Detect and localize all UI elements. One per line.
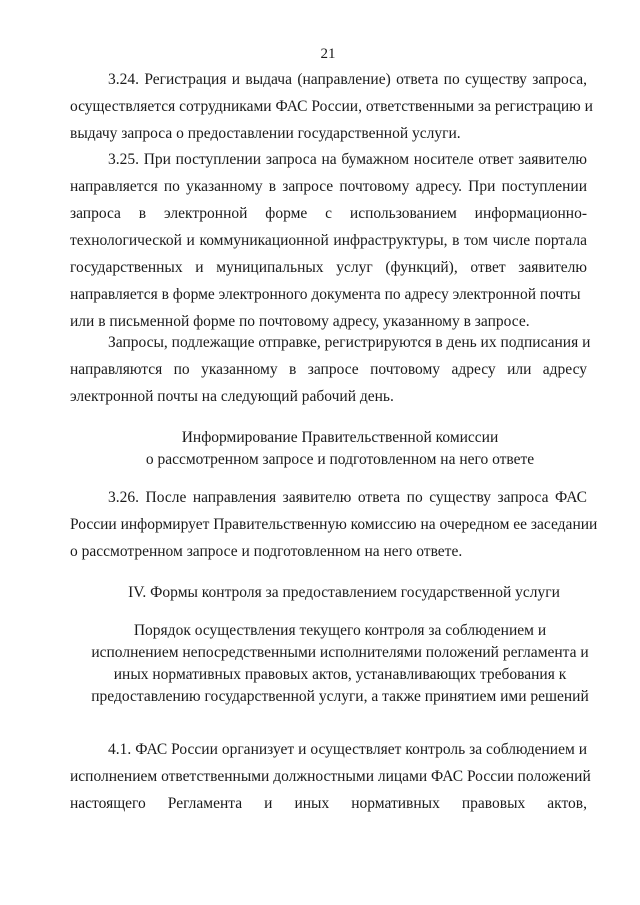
text-line: 3.24. Регистрация и выдача (направление) ответа по существу запроса, [108,71,587,88]
paragraph-3-25 [70,146,587,335]
text-line: технологической и коммуникационной инфраструктуры, в том числе портала [70,232,587,249]
text-line: Запросы, подлежащие отправке, регистрируются в день их подписания и [108,334,591,351]
text-line: исполнением ответственными должностными лицами ФАС России положений [70,768,591,785]
paragraph-requests [70,329,591,410]
text-line: о рассмотренном запросе и подготовленном на него ответе. [70,543,463,560]
heading-line: о рассмотренном запросе и подготовленном на него ответе [145,451,535,468]
paragraph-3-24 [70,66,593,147]
heading-line: предоставлению государственной услуги, а также принятием ими решений [91,688,589,705]
text-line: направляется в форме электронного документа по адресу электронной почты [70,286,581,303]
paragraph-4-1 [70,736,591,817]
text-line: электронной почты на следующий рабочий день. [70,388,394,405]
heading-commission-informing [70,427,610,471]
text-line: осуществляется сотрудниками ФАС России, ответственными за регистрацию и [70,98,593,115]
text-line: 3.26. После направления заявителю ответа по существу запроса ФАС [108,489,587,506]
heading-line: иных нормативных правовых актов, устанавливающих требования к [113,666,567,683]
section-iv-title: IV. Формы контроля за предоставлением государственной услуги [128,584,560,601]
text-line: 3.25. При поступлении запроса на бумажном носителе ответ заявителю [108,151,587,168]
heading-line: исполнением непосредственными исполнителями положений регламента и [91,644,589,661]
page-number: 21 [320,46,336,62]
text-line: 4.1. ФАС России организует и осуществляет контроль за соблюдением и [108,741,587,758]
text-line: государственных и муниципальных услуг (функций), ответ заявителю [70,259,587,276]
text-line: или в письменной форме по почтовому адресу, указанному в запросе. [70,313,530,330]
text-line: направляются по указанному в запросе почтовому адресу или адресу [70,361,587,378]
text-line: выдачу запроса о предоставлении государственной услуги. [70,125,461,142]
text-line: России информирует Правительственную комиссию на очередном ее заседании [70,516,598,533]
text-line: направляется по указанному в запросе почтовому адресу. При поступлении [70,178,587,195]
paragraph-3-26 [70,484,598,565]
heading-line: Порядок осуществления текущего контроля за соблюдением и [133,622,547,639]
heading-line: Информирование Правительственной комиссии [181,429,499,446]
text-line: настоящего Регламента и иных нормативных правовых актов, [70,795,587,812]
heading-control-procedure [70,620,610,708]
text-line: запроса в электронной форме с использованием информационно- [70,205,587,222]
